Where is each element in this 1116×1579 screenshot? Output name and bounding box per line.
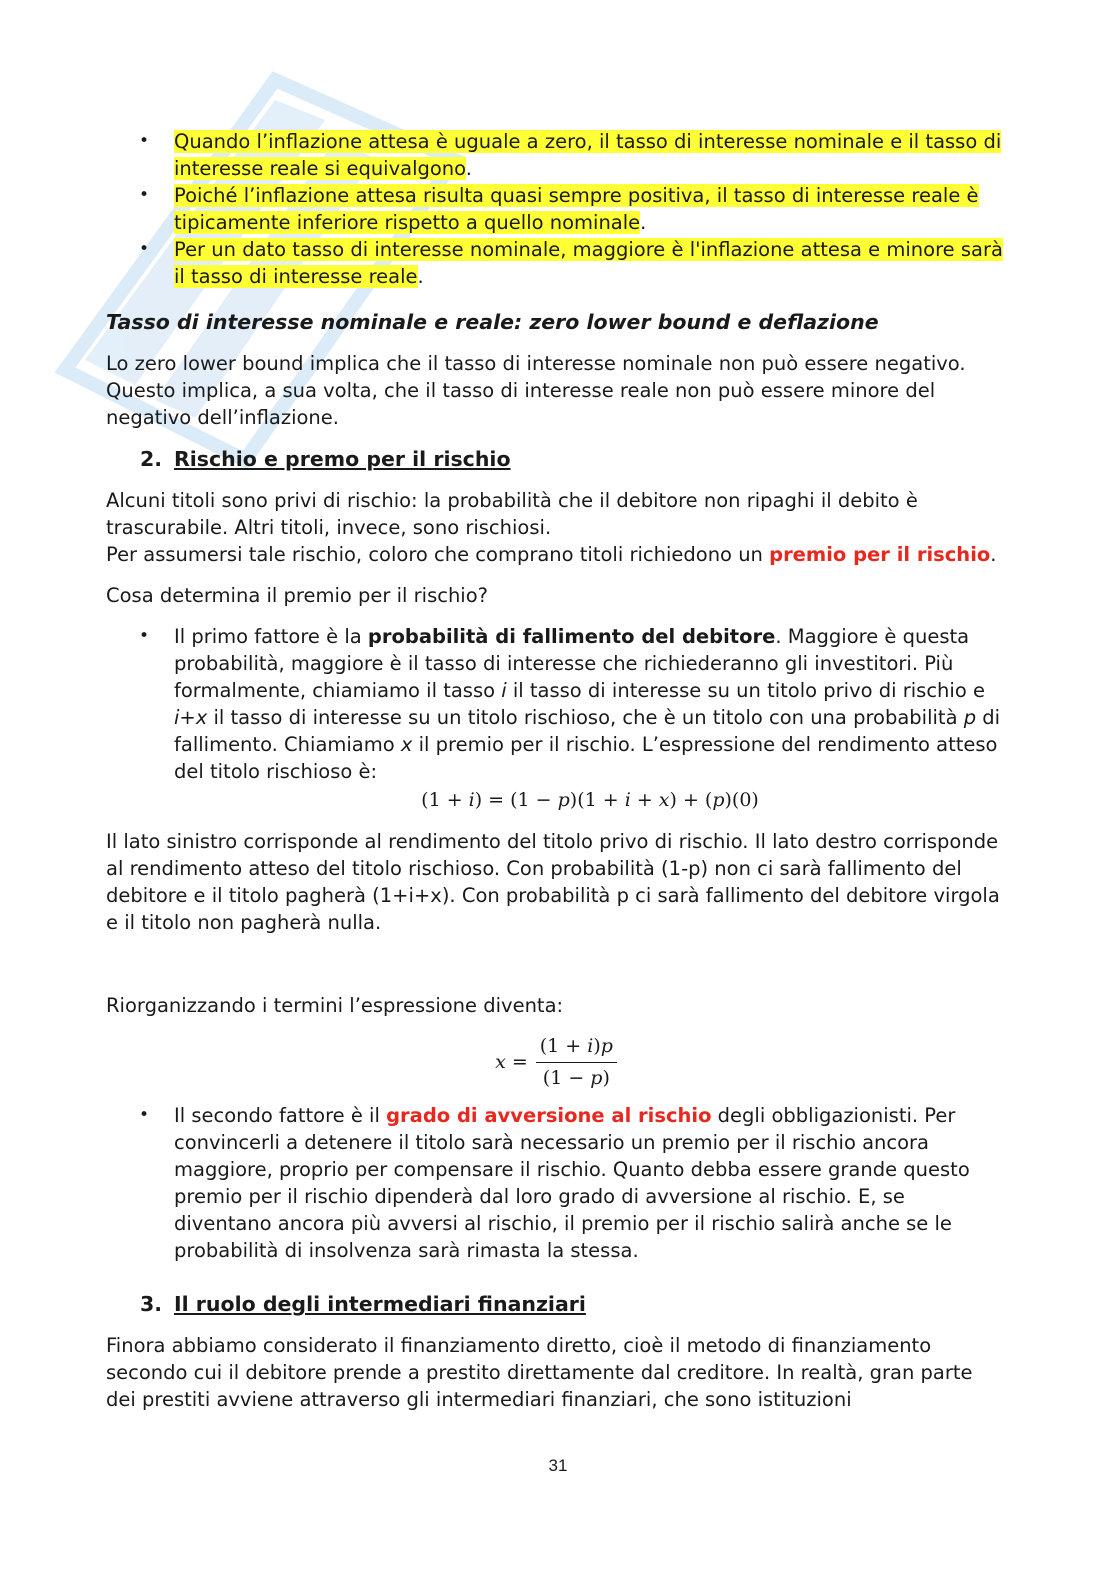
- risk-aversion-term: grado di avversione al rischio: [386, 1104, 712, 1127]
- list-item: • Per un dato tasso di interesse nominale, maggiore è l'inflazione attesa e minore sarà il tasso di interesse reale.: [106, 236, 1006, 290]
- section-2-paragraph-1: Alcuni titoli sono privi di rischio: la probabilità che il debitore non ripaghi il debito è trascurabile. Altri titoli, invece, sono rischiosi.: [106, 489, 918, 539]
- section-3-paragraph-1: Finora abbiamo considerato il finanziamento diretto, cioè il metodo di finanziamento secondo cui il debitore prende a prestito direttamente dal creditore. In realtà, gran parte dei prestiti avviene attraverso gli intermediari finanziari, che sono istituzioni: [106, 1334, 973, 1411]
- formula-numerator: (1 + 𝑖)𝑝: [536, 1033, 617, 1063]
- highlighted-text: Per un dato tasso di interesse nominale, maggiore è l'inflazione attesa e minore sarà il tasso di interesse reale: [174, 238, 1003, 288]
- list-item: • Il primo fattore è la probabilità di fallimento del debitore. Maggiore è questa probabilità, maggiore è il tasso di interesse che richiederanno gli investitori. Più formalmente, chiamiamo il tasso i il tasso di interesse su un titolo privo di rischio e i+x il tasso di interesse su un titolo rischioso, che è un titolo con una probabilità p di fallimento. Chiamiamo x il premio per il rischio. L’espressione del rendimento atteso del titolo rischioso è:: [106, 623, 1006, 785]
- risk-premium-term: premio per il rischio: [769, 543, 991, 566]
- reorganize-text: Riorganizzando i termini l’espressione diventa:: [106, 994, 564, 1017]
- expected-return-formula: (1 + 𝑖) = (1 − 𝑝)(1 + 𝑖 + 𝑥) + (𝑝)(0): [421, 789, 759, 811]
- section-2-heading: 2. Rischio e premo per il rischio: [140, 447, 511, 471]
- document-page: [106, 128, 1006, 1413]
- formula-explanation: Il lato sinistro corrisponde al rendimento del titolo privo di rischio. Il lato destro corrisponde al rendimento atteso del titolo rischioso. Con probabilità (1-p) non ci sarà fallimento del debitore e il titolo pagherà (1+i+x). Con probabilità p ci sarà fallimento del debitore virgola e il titolo non pagherà nulla.: [106, 830, 1000, 934]
- highlighted-text: Quando l’inflazione attesa è uguale a zero, il tasso di interesse nominale e il tasso di interesse reale si equivalgono: [174, 130, 1002, 180]
- formula-denominator: (1 − 𝑝): [542, 1067, 610, 1089]
- section-2-paragraph-2: Per assumersi tale rischio, coloro che comprano titoli richiedono un premio per il rischio.: [106, 543, 997, 566]
- section-2-question: Cosa determina il premio per il rischio?: [106, 584, 489, 607]
- list-item: • Il secondo fattore è il grado di avversione al rischio degli obbligazionisti. Per convincerli a detenere il titolo sarà necessario un premio per il rischio ancora maggiore, proprio per compensare il rischio. Quanto debba essere grande questo premio per il rischio dipenderà dal loro grado di avversione al rischio. E, se diventano ancora più avversi al rischio, il premio per il rischio salirà anche se le probabilità di insolvenza sarà rimasta la stessa.: [106, 1102, 1006, 1264]
- highlighted-text: Poiché l’inflazione attesa risulta quasi sempre positiva, il tasso di interesse reale è tipicamente inferiore rispetto a quello nominale: [174, 184, 979, 234]
- risk-premium-formula: 𝑥 = (1 + 𝑖)𝑝 (1 − 𝑝): [106, 1033, 1006, 1092]
- page-number: 31: [548, 1456, 568, 1475]
- section-3-heading: 3. Il ruolo degli intermediari finanziari: [140, 1292, 586, 1316]
- factor-list-1: [106, 623, 1006, 785]
- list-item: • Poiché l’inflazione attesa risulta quasi sempre positiva, il tasso di interesse reale è tipicamente inferiore rispetto a quello nominale.: [106, 182, 1006, 236]
- factor-list-2: [106, 1102, 1006, 1264]
- default-probability-term: probabilità di fallimento del debitore: [367, 625, 776, 648]
- zlb-paragraph: Lo zero lower bound implica che il tasso di interesse nominale non può essere negativo. Questo implica, a sua volta, che il tasso di interesse reale non può essere minore del negativo dell’inflazione.: [106, 352, 966, 429]
- top-bullet-list: [106, 128, 1006, 290]
- list-item: • Quando l’inflazione attesa è uguale a zero, il tasso di interesse nominale e il tasso di interesse reale si equivalgono.: [106, 128, 1006, 182]
- subheading-zero-lower-bound: Tasso di interesse nominale e reale: zero lower bound e deflazione: [106, 310, 879, 334]
